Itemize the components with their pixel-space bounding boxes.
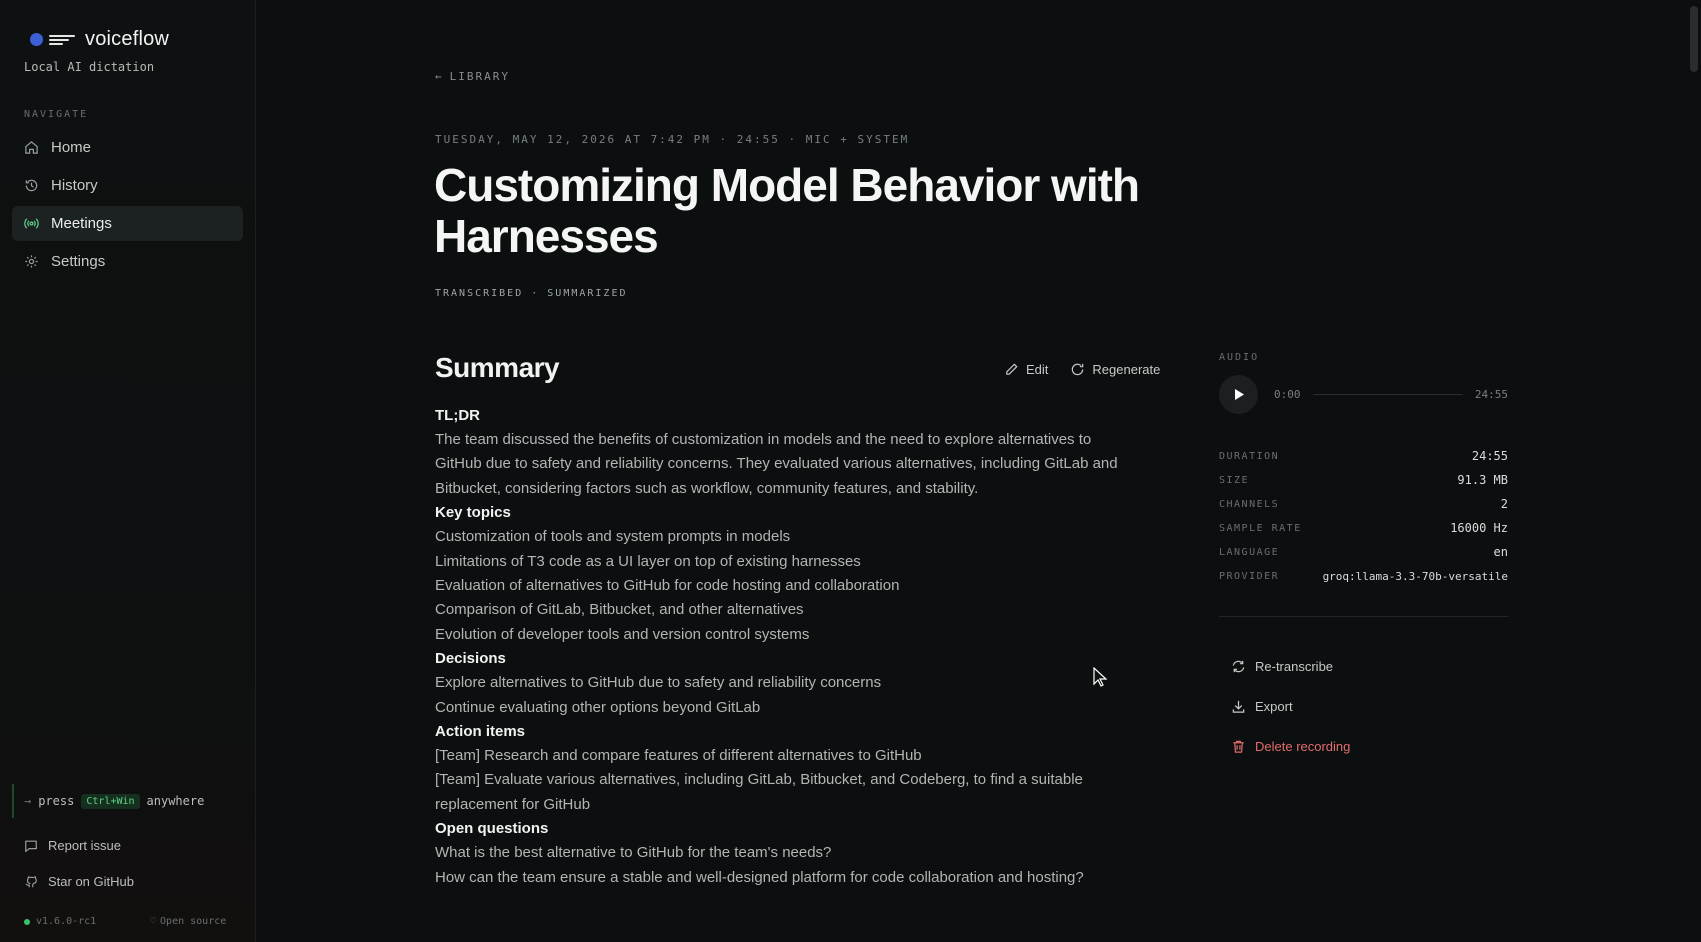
section-line: Comparison of GitLab, Bitbucket, and other alternatives [435, 601, 804, 619]
page-title: Customizing Model Behavior with Harnesses [434, 159, 1140, 262]
trash-icon [1231, 739, 1246, 754]
sidebar-item-label: History [51, 177, 98, 194]
pencil-icon [1004, 362, 1019, 377]
detail-row [1219, 540, 1508, 564]
scrollbar[interactable] [1690, 6, 1698, 72]
summary-body [435, 404, 1175, 890]
delete-recording-label: Delete recording [1255, 738, 1351, 754]
back-label: LIBRARY [449, 70, 510, 83]
brand-name: voiceflow [85, 28, 170, 50]
section-action-items [435, 720, 1175, 817]
sidebar-item-settings[interactable] [12, 244, 243, 279]
nav-list [12, 130, 243, 282]
recording-actions [1231, 646, 1350, 766]
hotkey-suffix: anywhere [146, 794, 205, 808]
history-icon [24, 178, 39, 193]
brand-logo[interactable] [30, 28, 169, 51]
section-open-questions [435, 817, 1175, 890]
section-decisions [435, 647, 1175, 720]
retranscribe-label: Re-transcribe [1255, 658, 1334, 674]
audio-label: AUDIO [1219, 352, 1260, 363]
download-icon [1231, 699, 1246, 714]
heart-icon: ♡ [150, 916, 157, 927]
summary-heading: Summary [435, 352, 560, 383]
status-dot-icon [24, 919, 30, 925]
detail-key: PROVIDER [1219, 570, 1280, 582]
sidebar-item-label: Meetings [51, 215, 112, 232]
section-line: Evaluation of alternatives to GitHub for code hosting and collaboration [435, 577, 900, 595]
section-line: The team discussed the benefits of customization in models and the need to explore alternatives to [435, 431, 1092, 448]
detail-key: SAMPLE RATE [1219, 522, 1302, 534]
sidebar-item-meetings[interactable] [12, 206, 243, 241]
version-info [24, 916, 96, 927]
play-button[interactable] [1219, 375, 1258, 414]
section-line: [Team] Research and compare features of different alternatives to GitHub [435, 747, 922, 765]
section-line: Customization of tools and system prompts in models [435, 528, 791, 546]
summary-actions [1004, 362, 1160, 377]
detail-row [1219, 492, 1508, 516]
detail-key: SIZE [1219, 474, 1250, 486]
hotkey-hint [12, 784, 204, 818]
tagline: Local AI dictation [24, 60, 155, 74]
sidebar-item-home[interactable] [12, 130, 243, 165]
logo-dot-icon [30, 33, 43, 46]
back-to-library-link[interactable] [435, 70, 510, 83]
detail-value: 2 [1500, 497, 1508, 511]
section-title: Open questions [435, 820, 549, 838]
edit-button[interactable] [1004, 362, 1048, 377]
sidebar [0, 0, 256, 942]
section-line: What is the best alternative to GitHub for the team's needs? [435, 844, 832, 862]
edit-label: Edit [1026, 362, 1049, 377]
sidebar-item-label: Settings [51, 253, 106, 270]
detail-value: 16000 Hz [1450, 521, 1508, 535]
audio-details [1219, 444, 1508, 588]
export-button[interactable] [1231, 686, 1350, 726]
detail-key: DURATION [1219, 450, 1280, 462]
total-time: 24:55 [1474, 387, 1508, 401]
star-github-label: Star on GitHub [48, 874, 134, 889]
seek-bar[interactable] [1313, 394, 1463, 395]
regenerate-button[interactable] [1070, 362, 1160, 377]
regenerate-label: Regenerate [1092, 362, 1161, 377]
detail-key: CHANNELS [1219, 498, 1280, 510]
status-line: TRANSCRIBED · SUMMARIZED [435, 288, 628, 299]
sidebar-item-history[interactable] [12, 168, 243, 203]
section-line: Explore alternatives to GitHub due to safety and reliability concerns [435, 674, 882, 692]
report-issue-label: Report issue [48, 838, 121, 853]
detail-row [1219, 468, 1508, 492]
export-label: Export [1255, 698, 1293, 714]
section-line: GitHub due to safety and reliability concerns. They evaluated various alternatives, including GitLab and [435, 455, 1118, 473]
section-tldr [435, 404, 1175, 501]
github-icon [24, 875, 38, 889]
detail-key: LANGUAGE [1219, 546, 1280, 558]
logo-waves-icon [49, 35, 75, 45]
section-line: Continue evaluating other options beyond GitLab [435, 698, 761, 716]
main-content [256, 0, 1701, 942]
section-line: replacement for GitHub [435, 795, 591, 813]
divider [1219, 616, 1508, 617]
home-icon [24, 140, 39, 155]
detail-value: en [1493, 545, 1508, 559]
recording-meta: TUESDAY, MAY 12, 2026 AT 7:42 PM · 24:55 · MIC + SYSTEM [435, 133, 910, 146]
broadcast-icon [24, 216, 39, 231]
detail-row [1219, 444, 1508, 468]
section-title: Key topics [435, 504, 511, 522]
section-line: Evolution of developer tools and version control systems [435, 625, 810, 643]
section-line: Limitations of T3 code as a UI layer on top of existing harnesses [435, 552, 861, 570]
detail-value: 24:55 [1471, 449, 1508, 463]
hotkey-prefix: press [38, 794, 75, 808]
section-line: How can the team ensure a stable and well-designed platform for code collaboration and hosting? [435, 868, 1084, 886]
star-github-link[interactable] [24, 874, 134, 889]
message-icon [24, 839, 38, 853]
section-title: TL;DR [435, 407, 480, 424]
retranscribe-button[interactable] [1231, 646, 1350, 686]
detail-row [1219, 564, 1508, 588]
version-label: v1.6.0-rc1 [36, 916, 97, 927]
open-source-label: Open source [160, 916, 227, 927]
section-title: Action items [435, 723, 526, 741]
mouse-cursor-icon [1093, 667, 1107, 687]
section-line: [Team] Evaluate various alternatives, including GitLab, Bitbucket, and Codeberg, to find a suitable [435, 771, 1083, 789]
detail-row [1219, 516, 1508, 540]
refresh-icon [1070, 362, 1085, 377]
delete-recording-button[interactable] [1231, 726, 1350, 766]
report-issue-link[interactable] [24, 838, 121, 853]
section-line: Bitbucket, considering factors such as workflow, community features, and stability. [435, 479, 979, 497]
refresh-icon [1231, 659, 1246, 674]
open-source-link[interactable] [150, 916, 226, 927]
section-title: Decisions [435, 650, 506, 668]
nav-heading: NAVIGATE [24, 109, 89, 120]
section-key-topics [435, 501, 1175, 647]
gear-icon [24, 254, 39, 269]
audio-player [1219, 374, 1508, 414]
detail-value: groq:llama-3.3-70b-versatile [1322, 569, 1508, 583]
detail-value: 91.3 MB [1457, 473, 1508, 487]
arrow-left-icon: ← [435, 70, 444, 83]
sidebar-item-label: Home [51, 139, 92, 156]
current-time: 0:00 [1274, 387, 1301, 401]
play-icon [1233, 388, 1245, 401]
hotkey-key: Ctrl+Win [81, 794, 139, 809]
arrow-right-icon: → [24, 794, 32, 808]
